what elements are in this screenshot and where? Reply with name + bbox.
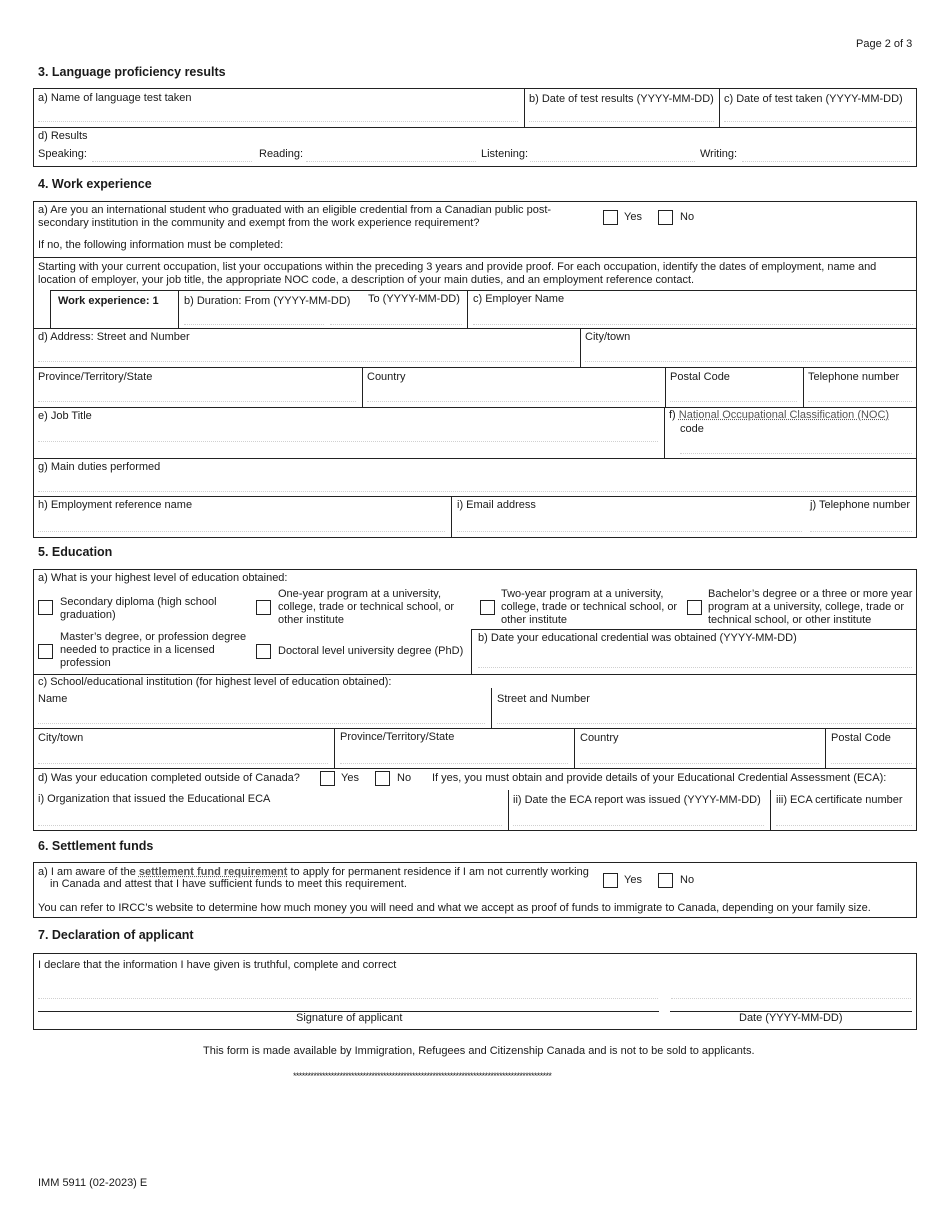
exempt-yes-checkbox[interactable] (603, 210, 618, 225)
settlement-yes-checkbox[interactable] (603, 873, 618, 888)
stars-separator: ***************************************************************************************** (293, 1071, 552, 1081)
test-taken-date-label: c) Date of test taken (YYYY-MM-DD) (724, 93, 903, 105)
signature-input[interactable] (38, 985, 658, 999)
settlement-suffix: to apply for permanent residence if I am not currently working (287, 866, 589, 878)
speaking-input[interactable] (92, 148, 252, 162)
eca-organization-label: i) Organization that issued the Educational ECA (38, 793, 271, 805)
page-number: Page 2 of 3 (856, 38, 913, 50)
noc-prefix: f) (669, 409, 679, 421)
institution-postal-input[interactable] (831, 750, 912, 764)
one-year-program-checkbox[interactable] (256, 600, 271, 615)
reading-input[interactable] (306, 148, 476, 162)
declaration-text: I declare that the information I have given is truthful, complete and correct (38, 959, 397, 971)
credential-date-label: b) Date your educational credential was obtained (YYYY-MM-DD) (478, 632, 797, 644)
noc-code-input[interactable] (680, 440, 912, 454)
outside-canada-question: d) Was your education completed outside of Canada? (38, 772, 300, 784)
listening-label: Listening: (481, 148, 529, 160)
noc-label (669, 409, 889, 422)
address-input[interactable] (38, 348, 574, 362)
outside-canada-yes-checkbox[interactable] (320, 771, 335, 786)
reference-name-input[interactable] (38, 518, 445, 532)
speaking-label: Speaking: (38, 148, 87, 160)
province-input[interactable] (38, 388, 356, 402)
country-input[interactable] (367, 388, 659, 402)
city-label: City/town (585, 331, 631, 343)
institution-city-label: City/town (38, 732, 84, 744)
test-results-date-input[interactable] (529, 108, 714, 122)
noc-code-label: code (680, 423, 704, 435)
institution-name-input[interactable] (38, 710, 485, 724)
masters-checkbox[interactable] (38, 644, 53, 659)
institution-street-label: Street and Number (497, 693, 590, 705)
city-input[interactable] (585, 348, 912, 362)
work-experience-number: Work experience: 1 (58, 295, 159, 307)
reading-label: Reading: (259, 148, 304, 160)
test-results-date-label: b) Date of test results (YYYY-MM-DD) (529, 93, 714, 105)
institution-street-input[interactable] (497, 710, 912, 724)
outside-canada-no-checkbox[interactable] (375, 771, 390, 786)
postal-code-input[interactable] (670, 388, 797, 402)
section-6-title: 6. Settlement funds (38, 839, 154, 853)
settlement-prefix: a) I am aware of the (38, 866, 139, 878)
institution-postal-label: Postal Code (831, 732, 891, 744)
email-label: i) Email address (457, 499, 536, 511)
job-title-label: e) Job Title (38, 410, 92, 422)
institution-country-label: Country (580, 732, 619, 744)
institution-province-label: Province/Territory/State (340, 731, 455, 743)
job-title-input[interactable] (38, 428, 658, 442)
settlement-attest-line2: in Canada and attest that I have sufficient funds to meet this requirement. (50, 878, 407, 890)
email-input[interactable] (457, 518, 802, 532)
institution-city-input[interactable] (38, 750, 328, 764)
if-no-note: If no, the following information must be completed: (38, 239, 284, 251)
results-label: d) Results (38, 130, 88, 142)
secondary-diploma-checkbox[interactable] (38, 600, 53, 615)
telephone-input[interactable] (808, 388, 912, 402)
duration-from-input[interactable] (184, 311, 324, 325)
signature-label: Signature of applicant (296, 1012, 403, 1024)
duration-to-input[interactable] (330, 311, 462, 325)
language-test-label: a) Name of language test taken (38, 92, 192, 104)
settlement-yes-label: Yes (624, 874, 642, 886)
declaration-date-input[interactable] (671, 985, 911, 999)
noc-link[interactable]: National Occupational Classification (NOC) (678, 409, 890, 421)
postal-code-label: Postal Code (670, 371, 730, 383)
duration-to-label: To (YYYY-MM-DD) (368, 293, 460, 305)
eca-date-label: ii) Date the ECA report was issued (YYYY-MM-DD) (513, 794, 761, 806)
exempt-yes-label: Yes (624, 211, 642, 223)
eca-organization-input[interactable] (38, 812, 502, 826)
reference-name-label: h) Employment reference name (38, 499, 193, 511)
section-5-title: 5. Education (38, 545, 113, 559)
employer-name-label: c) Employer Name (473, 293, 565, 305)
institution-province-input[interactable] (340, 750, 568, 764)
eca-certificate-input[interactable] (776, 812, 912, 826)
exempt-no-label: No (680, 211, 695, 223)
outside-canada-yes-label: Yes (341, 772, 359, 784)
reference-phone-input[interactable] (810, 518, 912, 532)
two-year-program-label: Two-year program at a university, college, trade or technical school, or other institute (501, 588, 678, 626)
telephone-label: Telephone number (808, 371, 900, 383)
one-year-program-label: One-year program at a university, college, trade or technical school, or other institute (278, 588, 455, 626)
province-label: Province/Territory/State (38, 371, 153, 383)
doctoral-label: Doctoral level university degree (PhD) (278, 645, 464, 657)
section-7-title: 7. Declaration of applicant (38, 928, 194, 942)
listening-input[interactable] (530, 148, 695, 162)
eca-date-input[interactable] (513, 812, 764, 826)
settlement-note: You can refer to IRCC’s website to determine how much money you will need and what we accept as proof of funds to immigrate to Canada, depending on your family size. (38, 902, 871, 914)
section-4-title: 4. Work experience (38, 177, 152, 191)
student-exempt-question: a) Are you an international student who graduated with an eligible credential from a Canadian public post-secondary institution in the community and exempt from the work experience requirement? (38, 204, 552, 229)
credential-date-input[interactable] (478, 654, 912, 668)
education-level-question: a) What is your highest level of education obtained: (38, 572, 288, 584)
section-3-title: 3. Language proficiency results (38, 65, 226, 79)
institution-name-label: Name (38, 693, 68, 705)
bachelors-label: Bachelor’s degree or a three or more year program at a university, college, trade or technical school, or other institute (708, 588, 913, 626)
masters-label: Master’s degree, or profession degree needed to practice in a licensed profession (60, 631, 247, 669)
writing-label: Writing: (700, 148, 738, 160)
occupation-instructions: Starting with your current occupation, list your occupations within the preceding 3 years and provide proof. For each occupation, identify the dates of employment, name and location of employer, your job title, the appropriate NOC code, a description of your main duties, and an employment reference contact. (38, 261, 877, 286)
settlement-no-label: No (680, 874, 695, 886)
bachelors-checkbox[interactable] (687, 600, 702, 615)
language-test-input[interactable] (38, 108, 518, 122)
declaration-date-label: Date (YYYY-MM-DD) (739, 1012, 843, 1024)
employer-name-input[interactable] (473, 311, 913, 325)
main-duties-input[interactable] (38, 478, 912, 492)
duration-from-label: b) Duration: From (YYYY-MM-DD) (184, 295, 351, 307)
two-year-program-checkbox[interactable] (480, 600, 495, 615)
secondary-diploma-label: Secondary diploma (high school graduation) (60, 596, 217, 621)
settlement-no-checkbox[interactable] (658, 873, 673, 888)
eca-note: If yes, you must obtain and provide details of your Educational Credential Assessment (ECA): (432, 772, 887, 784)
settlement-fund-link[interactable]: settlement fund requirement (138, 866, 288, 878)
address-label: d) Address: Street and Number (38, 331, 190, 343)
exempt-no-checkbox[interactable] (658, 210, 673, 225)
eca-certificate-label: iii) ECA certificate number (776, 794, 903, 806)
form-notice: This form is made available by Immigration, Refugees and Citizenship Canada and is not to be sold to applicants. (203, 1045, 755, 1057)
institution-label: c) School/educational institution (for highest level of education obtained): (38, 676, 392, 688)
writing-input[interactable] (742, 148, 910, 162)
reference-phone-label: j) Telephone number (810, 499, 911, 511)
doctoral-checkbox[interactable] (256, 644, 271, 659)
main-duties-label: g) Main duties performed (38, 461, 161, 473)
form-code: IMM 5911 (02-2023) E (38, 1177, 148, 1189)
test-taken-date-input[interactable] (724, 108, 912, 122)
institution-country-input[interactable] (580, 750, 819, 764)
outside-canada-no-label: No (397, 772, 412, 784)
country-label: Country (367, 371, 406, 383)
